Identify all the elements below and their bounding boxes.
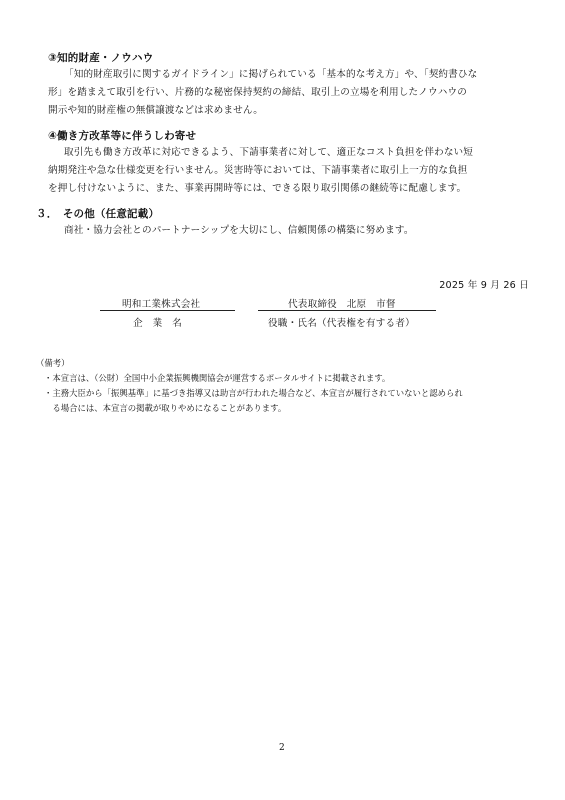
- section-heading-other: ３． その他（任意記載）: [36, 208, 160, 220]
- paragraph-line: 「知的財産取引に関するガイドライン」に掲げられている「基本的な考え方」や、「契約書ひな: [64, 69, 478, 80]
- section-heading-work-reform: ④働き方改革等に伴うしわ寄せ: [48, 130, 197, 142]
- paragraph-line: 取引先も働き方改革に対応できるよう、下請事業者に対して、適正なコスト負担を伴わない短: [64, 147, 474, 158]
- section-heading-ip: ③知的財産・ノウハウ: [48, 52, 154, 64]
- representative-name: 代表取締役 北原 市督: [288, 299, 396, 310]
- note-item: る場合には、本宣言の掲載が取りやめになることがあります。: [44, 403, 287, 413]
- paragraph-line: 納期発注や急な仕様変更を行いません。災害時等においては、下請事業者に取引上一方的な負担: [48, 165, 468, 176]
- notes-title: （備考）: [36, 358, 70, 368]
- note-item: ・主務大臣から「振興基準」に基づき指導又は助言が行われた場合など、本宣言が履行されていないと認められ: [44, 388, 463, 398]
- page-number: 2: [279, 743, 285, 753]
- company-name: 明和工業株式会社: [122, 299, 201, 310]
- declaration-date: 2025 年 9 月 26 日: [439, 280, 529, 291]
- representative-underline: [258, 310, 436, 311]
- note-item: ・本宣言は、（公財）全国中小企業振興機関協会が運営するポータルサイトに掲載されます。: [44, 373, 391, 383]
- paragraph-line: を押し付けないように、また、事業再開時等には、できる限り取引関係の継続等に配慮します。: [48, 183, 467, 194]
- company-name-underline: [100, 310, 235, 311]
- paragraph-line: 開示や知的財産権の無償譲渡などは求めません。: [48, 105, 263, 116]
- representative-caption: 役職・氏名（代表権を有する者）: [268, 318, 415, 329]
- paragraph-line: 商社・協力会社とのパートナーシップを大切にし、信頼関係の構築に努めます。: [64, 225, 414, 236]
- paragraph-line: 形」を踏まえて取引を行い、片務的な秘密保持契約の締結、取引上の立場を利用したノウハウの: [48, 87, 467, 98]
- company-name-caption: 企 業 名: [133, 318, 182, 329]
